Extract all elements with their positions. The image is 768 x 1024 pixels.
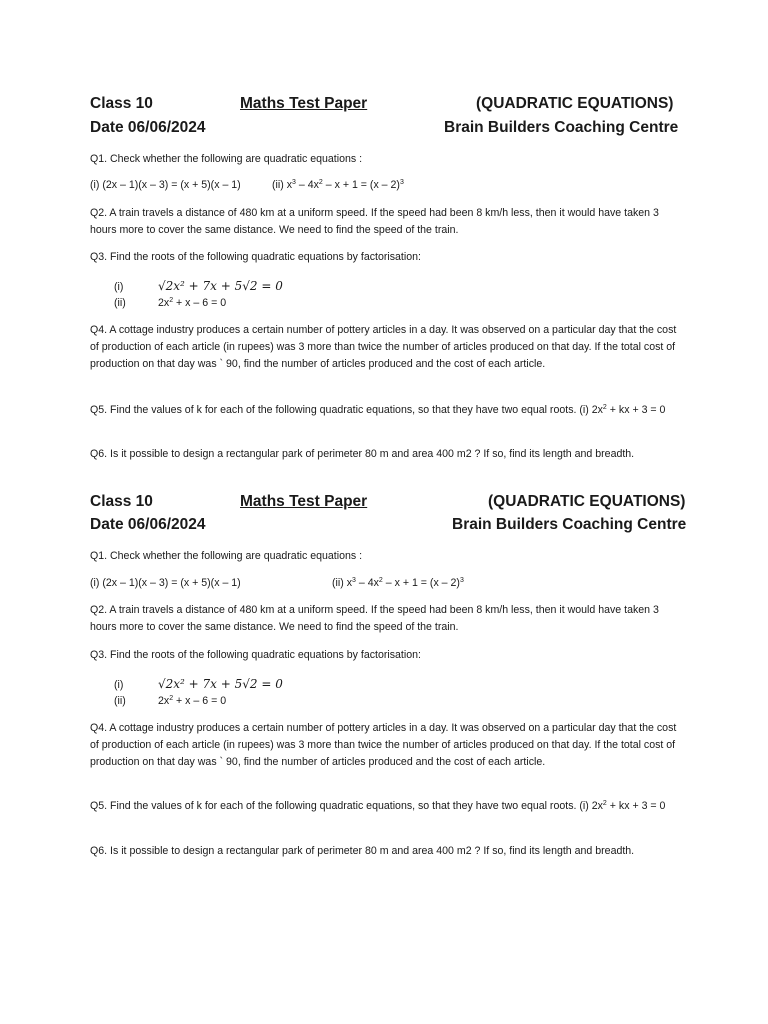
q5-sup: 2 [602, 404, 607, 411]
q1-ii-text-3: – x + 1 = (x – 2) [382, 577, 460, 589]
question-1-part-i: (i) (2x – 1)(x – 3) = (x + 5)(x – 1) [90, 179, 241, 191]
q3-part-i-equation: √2x² + 7x + 5√2 = 0 [158, 279, 283, 293]
q3-part-i-equation: √2x² + 7x + 5√2 = 0 [158, 677, 283, 691]
q3-ii-sup: 2 [169, 297, 174, 304]
q1-ii-sup-2: 2 [318, 179, 323, 186]
q3-ii-text-2: + x – 6 = 0 [173, 297, 227, 309]
question-6: Q6. Is it possible to design a rectangular park of perimeter 80 m and area 400 m2 ? If so, find its length and breadth. [90, 448, 635, 460]
q1-ii-sup-3: 3 [399, 179, 404, 186]
centre-name: Brain Builders Coaching Centre [444, 119, 679, 136]
question-1: Q1. Check whether the following are quadratic equations : [90, 153, 363, 165]
q1-ii-text-2: – 4x [295, 179, 319, 191]
header-row-1 [0, 95, 768, 117]
question-4: Q4. A cottage industry produces a certain number of pottery articles in a day. It was observed on a particular day that the cost of production of each article (in rupees) was 3 more than twice the number of articles produced on that day. If the total cost of production on that day was ` 90, find the number of articles produced and the cost of each article. [90, 722, 677, 768]
question-2: Q2. A train travels a distance of 480 km at a uniform speed. If the speed had been 8 km/h less, then it would have taken 3 hours more to cover the same distance. We need to find the speed of the train. [90, 207, 659, 236]
question-3: Q3. Find the roots of the following quadratic equations by factorisation: [90, 251, 421, 263]
paper-title: Maths Test Paper [240, 493, 368, 510]
q3-part-ii-equation [158, 693, 226, 710]
topic-label: (QUADRATIC EQUATIONS) [476, 95, 674, 112]
topic-label: (QUADRATIC EQUATIONS) [488, 493, 686, 510]
q1-ii-text: (ii) x [332, 577, 353, 589]
q3-ii-text-2: + x – 6 = 0 [173, 695, 227, 707]
q5-sup: 2 [602, 800, 607, 807]
q3-part-ii-equation [158, 295, 226, 312]
class-label: Class 10 [90, 493, 153, 510]
header-row-1 [0, 493, 768, 515]
q5-text: Q5. Find the values of k for each of the following quadratic equations, so that they have two equal roots. (i) 2x [90, 800, 603, 812]
question-6: Q6. Is it possible to design a rectangular park of perimeter 80 m and area 400 m2 ? If so, find its length and breadth. [90, 845, 635, 857]
q3-ii-text: 2x [158, 297, 170, 309]
question-1-part-i: (i) (2x – 1)(x – 3) = (x + 5)(x – 1) [90, 577, 241, 589]
q1-ii-sup-2: 2 [378, 577, 383, 584]
q1-ii-text-3: – x + 1 = (x – 2) [322, 179, 400, 191]
q5-text: Q5. Find the values of k for each of the following quadratic equations, so that they have two equal roots. (i) 2x [90, 404, 603, 416]
question-2: Q2. A train travels a distance of 480 km at a uniform speed. If the speed had been 8 km/h less, then it would have taken 3 hours more to cover the same distance. We need to find the speed of the train. [90, 604, 659, 633]
header-row-2 [0, 119, 768, 141]
question-5 [90, 402, 680, 419]
q3-ii-text: 2x [158, 695, 170, 707]
q3-part-ii-label: (ii) [114, 695, 126, 707]
question-4: Q4. A cottage industry produces a certain number of pottery articles in a day. It was observed on a particular day that the cost of production of each article (in rupees) was 3 more than twice the number of articles produced on that day. If the total cost of production on that day was ` 90, find the number of articles produced and the cost of each article. [90, 324, 677, 370]
q1-ii-sup-1: 3 [292, 179, 296, 186]
class-label: Class 10 [90, 95, 153, 112]
q1-ii-text-2: – 4x [355, 577, 379, 589]
q3-part-i-label: (i) [114, 679, 124, 691]
q1-ii-sup-1: 3 [352, 577, 356, 584]
header-row-2 [0, 516, 768, 538]
date-label: Date 06/06/2024 [90, 516, 206, 533]
question-1-part-ii [272, 177, 404, 194]
question-1-part-ii [332, 575, 464, 592]
q1-ii-text: (ii) x [272, 179, 293, 191]
question-3: Q3. Find the roots of the following quadratic equations by factorisation: [90, 649, 421, 661]
question-5 [90, 798, 680, 815]
centre-name: Brain Builders Coaching Centre [452, 516, 687, 533]
paper-title: Maths Test Paper [240, 95, 368, 112]
question-1: Q1. Check whether the following are quadratic equations : [90, 550, 363, 562]
q3-part-i-label: (i) [114, 281, 124, 293]
q1-ii-sup-3: 3 [459, 577, 464, 584]
q3-part-ii-label: (ii) [114, 297, 126, 309]
q3-ii-sup: 2 [169, 695, 174, 702]
q5-text-2: + kx + 3 = 0 [606, 404, 666, 416]
q5-text-2: + kx + 3 = 0 [606, 800, 666, 812]
date-label: Date 06/06/2024 [90, 119, 206, 136]
